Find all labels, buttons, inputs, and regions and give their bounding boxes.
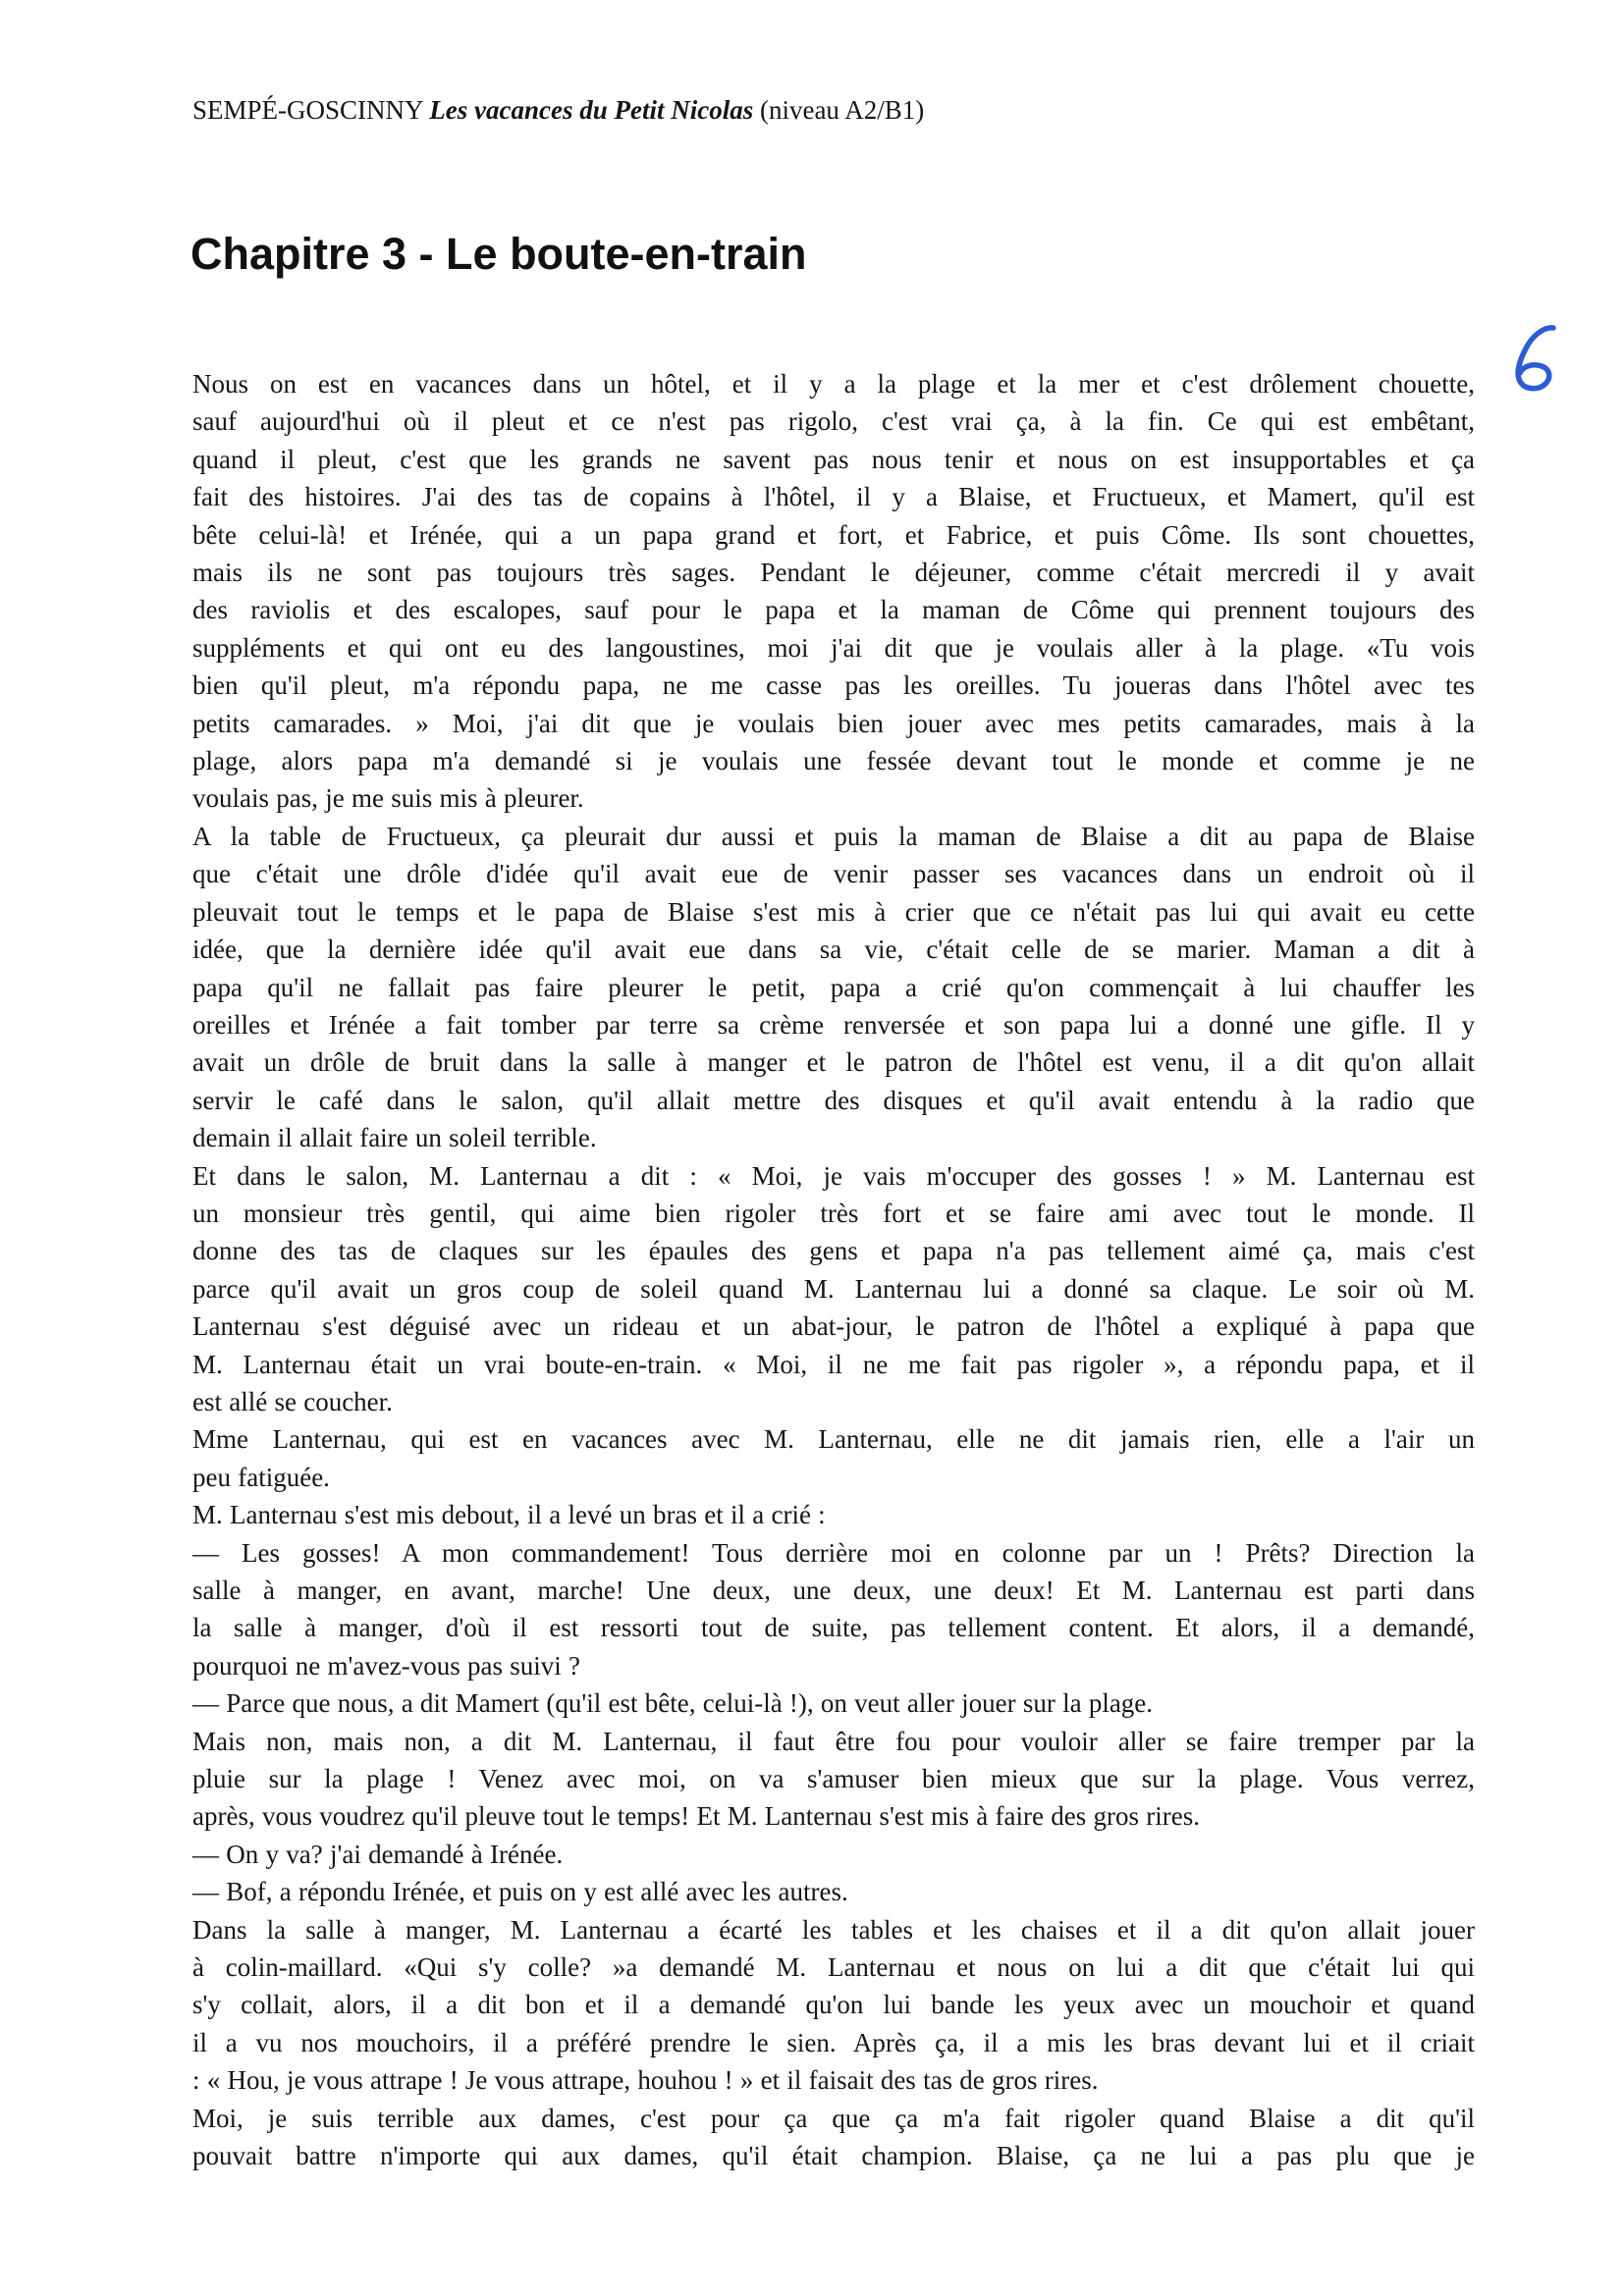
paragraph: [192, 1873, 1475, 1910]
text-line: sauf aujourd'hui où il pleut et ce n'est pas rigolo, c'est vrai ça, à la fin. Ce qui est embêtant,: [192, 406, 1475, 437]
text-line: demain il allait faire un soleil terrible.: [192, 1123, 597, 1153]
paragraph: [192, 365, 1475, 818]
text-line: oreilles et Irénée a fait tomber par terre sa crème renversée et son papa lui a donné une gifle. Il y: [192, 1009, 1475, 1040]
paragraph: [192, 1496, 1475, 1533]
paragraph: [192, 1723, 1475, 1836]
paragraph: [192, 1534, 1475, 1685]
text-line: — Bof, a répondu Irénée, et puis on y est allé avec les autres.: [192, 1877, 848, 1907]
text-line: pluie sur la plage ! Venez avec moi, on va s'amuser bien mieux que sur la plage. Vous verrez,: [192, 1764, 1475, 1794]
paragraph: [192, 1684, 1475, 1722]
text-line: Mais non, mais non, a dit M. Lanternau, il faut être fou pour vouloir aller se faire tremper par la: [192, 1726, 1475, 1756]
text-line: Moi, je suis terrible aux dames, c'est pour ça que ça m'a fait rigoler quand Blaise a dit qu'il: [192, 2103, 1475, 2133]
text-line: s'y collait, alors, il a dit bon et il a demandé qu'on lui bande les yeux avec un mouchoir et quand: [192, 1990, 1475, 2020]
header-authors: SEMPÉ-GOSCINNY: [192, 95, 423, 125]
text-line: — Les gosses! A mon commandement! Tous derrière moi en colonne par un ! Prêts? Direction la: [192, 1537, 1475, 1568]
text-line: est allé se coucher.: [192, 1386, 393, 1416]
text-line: salle à manger, en avant, marche! Une deux, une deux, une deux! Et M. Lanternau est parti dans: [192, 1575, 1475, 1605]
text-line: mais ils ne sont pas toujours très sages. Pendant le déjeuner, comme c'était mercredi il y avait: [192, 558, 1475, 588]
text-line: Dans la salle à manger, M. Lanternau a écarté les tables et les chaises et il a dit qu'on allait jouer: [192, 1914, 1475, 1945]
text-line: après, vous voudrez qu'il pleuve tout le temps! Et M. Lanternau s'est mis à faire des gros rires.: [192, 1801, 1200, 1832]
text-line: fait des histoires. J'ai des tas de copains à l'hôtel, il y a Blaise, et Fructueux, et Mamert, qu'il est: [192, 482, 1475, 512]
text-line: servir le café dans le salon, qu'il allait mettre des disques et qu'il avait entendu à la radio que: [192, 1085, 1475, 1115]
text-line: M. Lanternau s'est mis debout, il a levé un bras et il a crié :: [192, 1500, 826, 1530]
text-line: bête celui-là! et Irénée, qui a un papa grand et fort, et Fabrice, et puis Côme. Ils sont chouettes,: [192, 519, 1475, 550]
paragraph: [192, 818, 1475, 1157]
text-line: des raviolis et des escalopes, sauf pour le papa et la maman de Côme qui prennent toujours des: [192, 595, 1475, 625]
text-line: un monsieur très gentil, qui aime bien rigoler très fort et se faire ami avec tout le monde. Il: [192, 1198, 1475, 1228]
text-line: papa qu'il ne fallait pas faire pleurer le petit, papa a crié qu'on commençait à lui chauffer les: [192, 972, 1475, 1002]
header-book-title: Les vacances du Petit Nicolas: [429, 95, 754, 125]
paragraph: [192, 2100, 1475, 2175]
handwritten-grade-annotation: [1508, 320, 1565, 399]
text-line: Nous on est en vacances dans un hôtel, et il y a la plage et la mer et c'est drôlement chouette,: [192, 369, 1475, 399]
text-line: peu fatiguée.: [192, 1462, 330, 1492]
text-line: A la table de Fructueux, ça pleurait dur aussi et puis la maman de Blaise a dit au papa de Blaise: [192, 821, 1475, 851]
text-line: petits camarades. » Moi, j'ai dit que je voulais bien jouer avec mes petits camarades, mais à la: [192, 708, 1475, 738]
paragraph: [192, 1836, 1475, 1873]
text-line: Mme Lanternau, qui est en vacances avec M. Lanternau, elle ne dit jamais rien, elle a l'air un: [192, 1424, 1475, 1455]
header-level-note: (niveau A2/B1): [759, 95, 925, 125]
text-line: il a vu nos mouchoirs, il a préféré prendre le sien. Après ça, il a mis les bras devant lui et il criait: [192, 2027, 1475, 2057]
paragraph: [192, 1911, 1475, 2100]
paragraph: [192, 1420, 1475, 1496]
text-line: avait un drôle de bruit dans la salle à manger et le patron de l'hôtel est venu, il a dit qu'on allait: [192, 1047, 1475, 1078]
text-line: Et dans le salon, M. Lanternau a dit : « Moi, je vais m'occuper des gosses ! » M. Lanternau est: [192, 1160, 1475, 1191]
text-line: pleuvait tout le temps et le papa de Blaise s'est mis à crier que ce n'était pas lui qui avait eu cette: [192, 896, 1475, 927]
text-line: idée, que la dernière idée qu'il avait eue dans sa vie, c'était celle de se marier. Maman a dit à: [192, 934, 1475, 965]
text-line: M. Lanternau était un vrai boute-en-train. « Moi, il ne me fait pas rigoler », a répondu papa, et il: [192, 1349, 1475, 1379]
text-line: — On y va? j'ai demandé à Irénée.: [192, 1839, 564, 1869]
body-text: [192, 365, 1475, 2175]
text-line: Lanternau s'est déguisé avec un rideau et un abat-jour, le patron de l'hôtel a expliqué à papa que: [192, 1311, 1475, 1342]
text-line: suppléments et qui ont eu des langoustines, moi j'ai dit que je voulais aller à la plage. «Tu vois: [192, 632, 1475, 663]
text-line: la salle à manger, d'où il est ressorti tout de suite, pas tellement content. Et alors, il a demandé,: [192, 1613, 1475, 1643]
document-header: [192, 94, 924, 126]
text-line: parce qu'il avait un gros coup de soleil quand M. Lanternau lui a donné sa claque. Le soir où M.: [192, 1273, 1475, 1304]
paragraph: [192, 1157, 1475, 1421]
text-line: quand il pleut, c'est que les grands ne savent pas nous tenir et nous on est insupportables et ça: [192, 444, 1475, 474]
text-line: pourquoi ne m'avez-vous pas suivi ?: [192, 1650, 581, 1681]
text-line: plage, alors papa m'a demandé si je voulais une fessée devant tout le monde et comme je ne: [192, 746, 1475, 776]
handwritten-six-glyph: [1508, 320, 1565, 399]
text-line: voulais pas, je me suis mis à pleurer.: [192, 783, 584, 814]
text-line: bien qu'il pleut, m'a répondu papa, ne me casse pas les oreilles. Tu joueras dans l'hôtel avec tes: [192, 670, 1475, 701]
text-line: : « Hou, je vous attrape ! Je vous attrape, houhou ! » et il faisait des tas de gros rires.: [192, 2065, 1099, 2096]
text-line: pouvait battre n'importe qui aux dames, qu'il était champion. Blaise, ça ne lui a pas plu que je: [192, 2141, 1475, 2171]
text-line: à colin-maillard. «Qui s'y colle? »a demandé M. Lanternau et nous on lui a dit que c'était lui qui: [192, 1952, 1475, 1983]
text-line: — Parce que nous, a dit Mamert (qu'il est bête, celui-là !), on veut aller jouer sur la plage.: [192, 1688, 1154, 1719]
chapter-title: Chapitre 3 - Le boute-en-train: [190, 229, 807, 279]
text-line: donne des tas de claques sur les épaules des gens et papa n'a pas tellement aimé ça, mais c'est: [192, 1236, 1475, 1266]
text-line: que c'était une drôle d'idée qu'il avait eue de venir passer ses vacances dans un endroit où il: [192, 859, 1475, 889]
